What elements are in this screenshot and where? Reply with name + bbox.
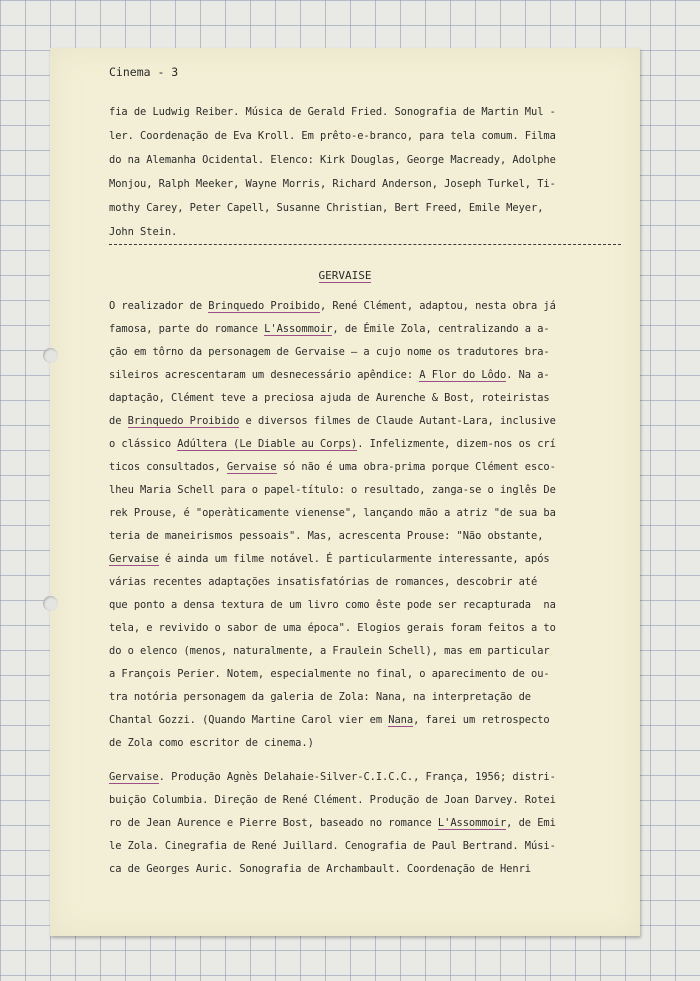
text-run: o clássico	[109, 438, 178, 450]
text-run: . Na a-	[506, 369, 550, 381]
text-run: só não é uma obra-prima porque Clément esco-	[276, 461, 556, 473]
text-line	[109, 507, 556, 519]
typewritten-page	[50, 48, 640, 936]
underlined-title: L'Assommoir	[264, 323, 333, 335]
text-line	[109, 154, 556, 166]
underlined-title: Brinquedo Proibido	[127, 415, 240, 427]
text-run: ler. Coordenação de Eva Kroll. Em prêto-e-branco, para tela comum. Filma	[109, 130, 556, 142]
text-line	[109, 461, 556, 473]
text-run: de	[109, 415, 128, 427]
section-divider	[109, 244, 621, 245]
text-run: , René Clément, adaptou, nesta obra já	[320, 300, 556, 312]
text-run: tela, e revivido o sabor de uma época". Elogios gerais foram feitos a to	[109, 622, 556, 634]
text-line	[109, 691, 531, 703]
text-line	[109, 438, 556, 450]
text-line	[109, 737, 314, 749]
punch-hole	[43, 596, 58, 611]
text-line	[109, 178, 556, 190]
text-line	[109, 714, 550, 726]
underlined-title: Nana	[388, 714, 414, 726]
section-title	[50, 269, 640, 282]
section-title-text: GERVAISE	[318, 269, 372, 282]
text-run: fia de Ludwig Reiber. Música de Gerald Fried. Sonografia de Martin Mul -	[109, 106, 556, 118]
text-line	[109, 300, 556, 312]
text-run: , de Émile Zola, centralizando a a-	[332, 323, 550, 335]
underlined-title: Gervaise	[226, 461, 277, 473]
text-run: , farei um retrospecto	[413, 714, 550, 726]
text-line	[109, 840, 556, 852]
text-run: teria de maneirismos pessoais". Mas, acrescenta Prouse: "Não obstante,	[109, 530, 544, 542]
text-line	[109, 392, 550, 404]
text-run: várias recentes adaptações insatisfatórias de romances, descobrir até	[109, 576, 538, 588]
underlined-title: Brinquedo Proibido	[208, 300, 320, 312]
text-run: sileiros acrescentaram um desnecessário apêndice:	[109, 369, 420, 381]
text-run: de Zola como escritor de cinema.)	[109, 737, 314, 749]
page-header: Cinema - 3	[109, 65, 179, 79]
text-line	[109, 863, 531, 875]
text-run: é ainda um filme notável. É particularmente interessante, após	[158, 553, 550, 565]
text-run: buição Columbia. Direção de René Clément. Produção de Joan Darvey. Rotei	[109, 794, 556, 806]
text-run: lheu Maria Schell para o papel-título: o resultado, zanga-se o inglês De	[109, 484, 556, 496]
text-line	[109, 415, 556, 427]
text-run: John Stein.	[109, 226, 178, 238]
text-run: famosa, parte do romance	[109, 323, 265, 335]
text-line	[109, 771, 556, 783]
text-run: ro de Jean Aurence e Pierre Bost, baseado no romance	[109, 817, 438, 829]
underlined-title: L'Assommoir	[437, 817, 507, 829]
text-line	[109, 202, 543, 214]
text-line	[109, 346, 550, 358]
text-run: rek Prouse, é "operàticamente vienense", lançando mão a atriz "de sua ba	[109, 507, 556, 519]
text-run: , de Emi	[506, 817, 556, 829]
text-run: Monjou, Ralph Meeker, Wayne Morris, Richard Anderson, Joseph Turkel, Ti-	[109, 178, 556, 190]
text-run: do o elenco (menos, naturalmente, a Fraulein Schell), mas em particular	[109, 645, 550, 657]
text-run: ca de Georges Auric. Sonografia de Archambault. Coordenação de Henri	[109, 863, 531, 875]
text-line	[109, 622, 556, 634]
text-run: . Infelizmente, dizem-nos os crí	[357, 438, 556, 450]
text-line	[109, 576, 537, 588]
text-line	[109, 645, 550, 657]
text-line	[109, 794, 556, 806]
text-run: tra notória personagem da galeria de Zola: Nana, na interpretação de	[109, 691, 531, 703]
text-run: le Zola. Cinegrafia de René Juillard. Cenografia de Paul Bertrand. Músi-	[109, 840, 556, 852]
text-line	[109, 130, 556, 142]
punch-hole	[43, 348, 58, 363]
text-run: . Produção Agnès Delahaie-Silver-C.I.C.C., França, 1956; distri-	[158, 771, 556, 783]
underlined-title: A Flor do Lôdo	[419, 369, 507, 381]
text-line	[109, 323, 550, 335]
text-run: do na Alemanha Ocidental. Elenco: Kirk Douglas, George Macready, Adolphe	[109, 154, 556, 166]
text-run: ção em tôrno da personagem de Gervaise — a cujo nome os tradutores bra-	[109, 346, 550, 358]
text-line	[109, 106, 556, 118]
text-line	[109, 599, 556, 611]
text-line	[109, 530, 543, 542]
text-run: Chantal Gozzi. (Quando Martine Carol vier em	[109, 714, 389, 726]
underlined-title: Gervaise	[109, 771, 159, 783]
text-run: mothy Carey, Peter Capell, Susanne Christian, Bert Freed, Emile Meyer,	[109, 202, 544, 214]
text-line	[109, 369, 550, 381]
text-run: daptação, Clément teve a preciosa ajuda de Aurenche & Bost, roteiristas	[109, 392, 550, 404]
text-run: a François Perier. Notem, especialmente no final, o aparecimento de ou-	[109, 668, 550, 680]
text-line	[109, 553, 550, 565]
underlined-title: Gervaise	[109, 553, 159, 565]
text-run: ticos consultados,	[109, 461, 227, 473]
text-run: que ponto a densa textura de um livro como êste pode ser recapturada na	[109, 599, 556, 611]
text-line	[109, 226, 177, 238]
text-line	[109, 817, 556, 829]
text-run: O realizador de	[109, 300, 209, 312]
text-run: e diversos filmes de Claude Autant-Lara, inclusive	[239, 415, 556, 427]
text-line	[109, 668, 550, 680]
underlined-title: Adúltera (Le Diable au Corps)	[177, 438, 358, 450]
text-line	[109, 484, 556, 496]
